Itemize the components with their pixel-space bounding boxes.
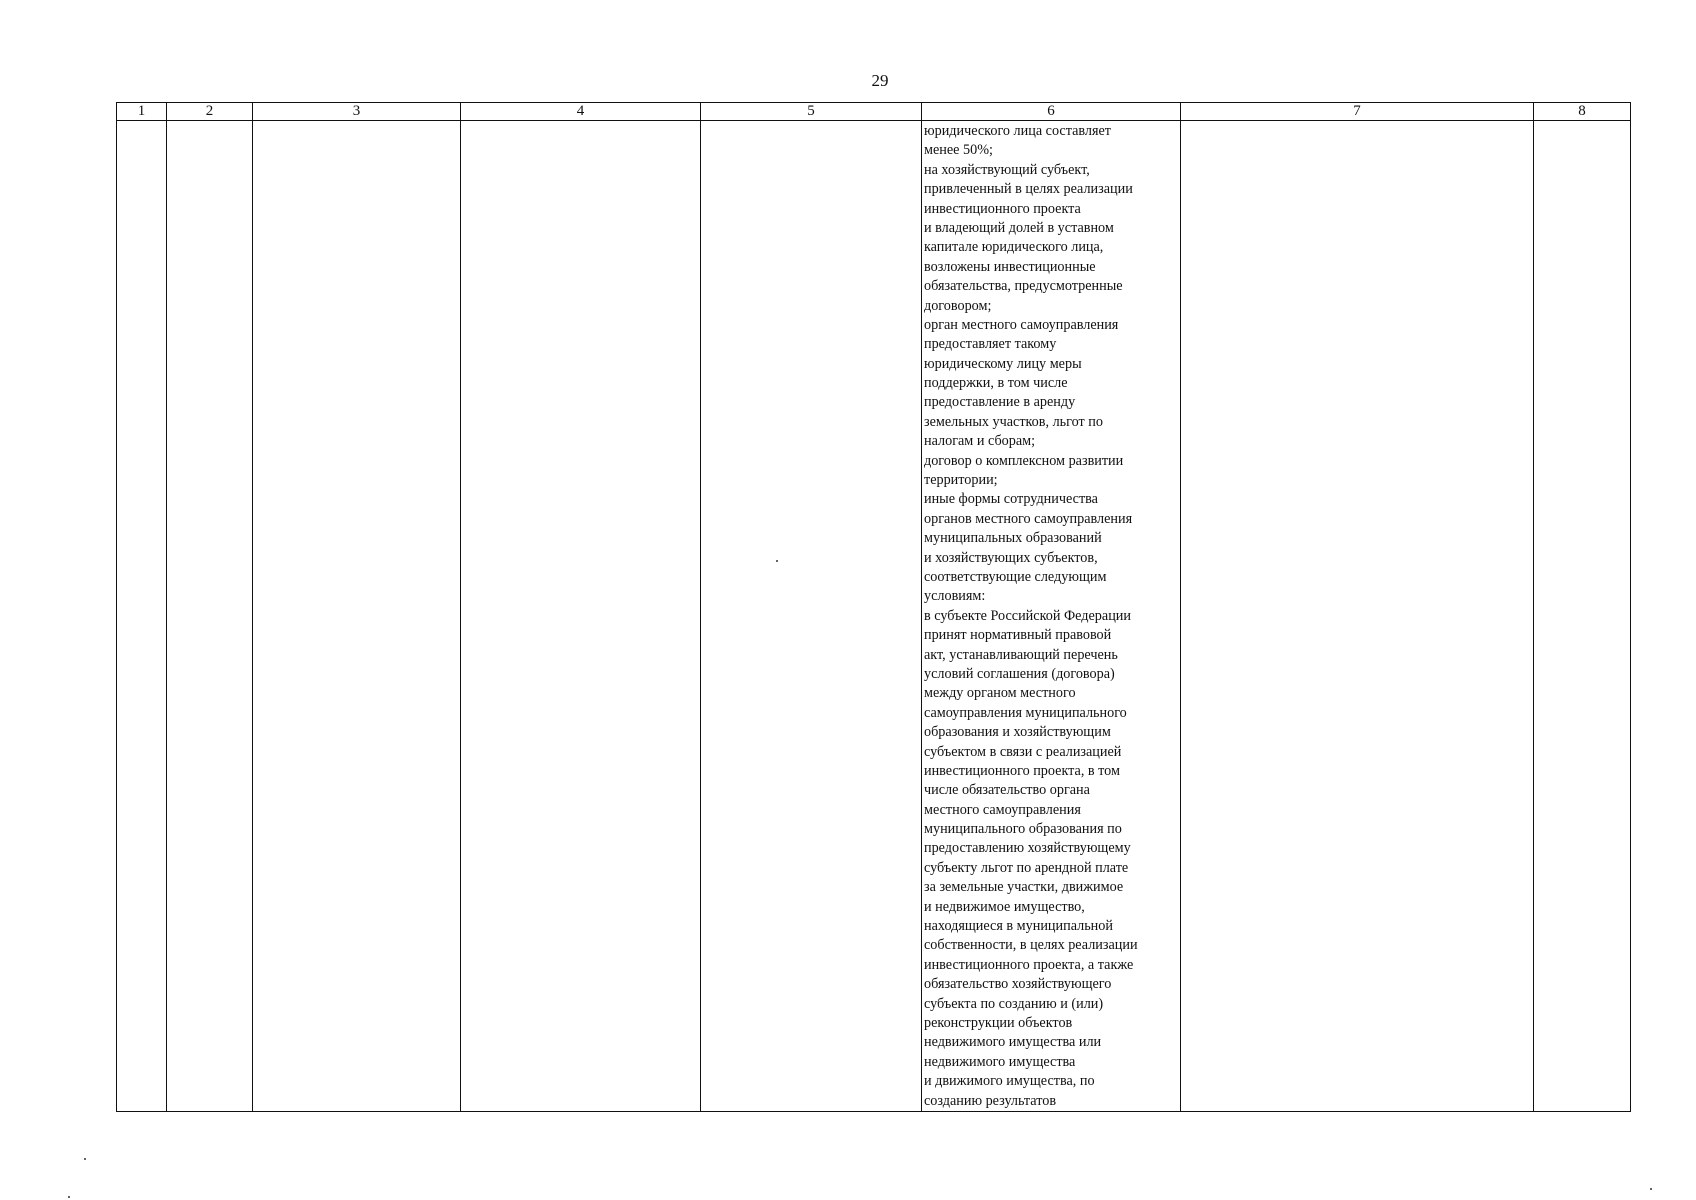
text-line: юридического лица составляет xyxy=(924,123,1111,139)
text-line: недвижимого имущества xyxy=(924,1053,1076,1070)
column-header-7: 7 xyxy=(1181,103,1534,121)
column-header-8: 8 xyxy=(1534,103,1631,121)
text-line: условиям: xyxy=(924,588,986,605)
column-header-3: 3 xyxy=(253,103,461,121)
table-row xyxy=(117,121,1631,1112)
column-header-6: 6 xyxy=(922,103,1181,121)
cell-column-8 xyxy=(1534,121,1631,1112)
scan-speck xyxy=(68,1196,70,1198)
text-line: созданию результатов xyxy=(924,1092,1057,1109)
text-line: возложены инвестиционные xyxy=(924,258,1096,275)
text-line: и движимого имущества, по xyxy=(924,1073,1095,1090)
text-line: местного самоуправления xyxy=(924,801,1081,818)
scan-speck xyxy=(1650,1188,1652,1190)
text-line: поддержки, в том числе xyxy=(924,375,1068,392)
cell-column-2 xyxy=(167,121,253,1112)
text-line: инвестиционного проекта xyxy=(924,200,1081,217)
cell-column-4 xyxy=(461,121,701,1112)
text-line: налогам и сборам; xyxy=(924,433,1036,450)
text-line: территории; xyxy=(924,472,998,489)
header-row xyxy=(117,103,1631,121)
text-line: муниципального образования по xyxy=(924,821,1122,838)
scan-speck xyxy=(84,1158,86,1160)
text-line: предоставляет такому xyxy=(924,336,1057,353)
text-line: самоуправления муниципального xyxy=(924,704,1127,721)
text-line: субъекта по созданию и (или) xyxy=(924,995,1104,1012)
scan-speck xyxy=(776,560,778,562)
text-line: предоставление в аренду xyxy=(924,394,1076,411)
text-line: инвестиционного проекта, в том xyxy=(924,762,1120,779)
cell-column-7 xyxy=(1181,121,1534,1112)
text-line: иные формы сотрудничества xyxy=(924,491,1098,508)
text-line: обязательства, предусмотренные xyxy=(924,278,1123,295)
column-6-text xyxy=(922,121,1180,1111)
text-line: привлеченный в целях реализации xyxy=(924,181,1133,198)
data-table xyxy=(116,102,1631,1112)
text-line: в субъекте Российской Федерации xyxy=(924,607,1131,624)
text-line: находящиеся в муниципальной xyxy=(924,918,1113,935)
column-header-5: 5 xyxy=(701,103,922,121)
text-line: муниципальных образований xyxy=(924,530,1102,547)
text-line: собственности, в целях реализации xyxy=(924,937,1138,954)
text-line: юридическому лицу меры xyxy=(924,355,1082,372)
text-line: реконструкции объектов xyxy=(924,1014,1073,1031)
text-line: акт, устанавливающий перечень xyxy=(924,646,1118,663)
text-line: и владеющий долей в уставном xyxy=(924,219,1114,236)
text-line: на хозяйствующий субъект, xyxy=(924,161,1090,178)
text-line: условий соглашения (договора) xyxy=(924,665,1115,682)
text-line: за земельные участки, движимое xyxy=(924,879,1124,896)
text-line: между органом местного xyxy=(924,685,1076,702)
text-line: предоставлению хозяйствующему xyxy=(924,840,1131,857)
text-line: органов местного самоуправления xyxy=(924,510,1133,527)
text-line: и недвижимое имущество, xyxy=(924,898,1085,915)
page-number: 29 xyxy=(871,71,889,90)
text-line: менее 50%; xyxy=(924,142,993,159)
cell-column-5 xyxy=(701,121,922,1112)
text-line: и хозяйствующих субъектов, xyxy=(924,549,1098,566)
column-header-2: 2 xyxy=(167,103,253,121)
text-line: соответствующие следующим xyxy=(924,568,1107,585)
text-line: образования и хозяйствующим xyxy=(924,724,1111,741)
text-line: договор о комплексном развитии xyxy=(924,452,1124,469)
cell-column-6 xyxy=(922,121,1181,1112)
text-line: инвестиционного проекта, а также xyxy=(924,956,1134,973)
text-line: земельных участков, льгот по xyxy=(924,413,1103,430)
text-line: договором; xyxy=(924,297,992,314)
text-line: субъекту льгот по арендной плате xyxy=(924,859,1129,876)
cell-column-1 xyxy=(117,121,167,1112)
text-line: обязательство хозяйствующего xyxy=(924,976,1112,993)
column-header-1: 1 xyxy=(117,103,167,121)
text-line: капитале юридического лица, xyxy=(924,239,1104,256)
text-line: числе обязательство органа xyxy=(924,782,1090,799)
column-header-4: 4 xyxy=(461,103,701,121)
text-line: субъектом в связи с реализацией xyxy=(924,743,1122,760)
cell-column-3 xyxy=(253,121,461,1112)
text-line: принят нормативный правовой xyxy=(924,627,1112,644)
text-line: недвижимого имущества или xyxy=(924,1034,1102,1051)
text-line: орган местного самоуправления xyxy=(924,316,1119,333)
